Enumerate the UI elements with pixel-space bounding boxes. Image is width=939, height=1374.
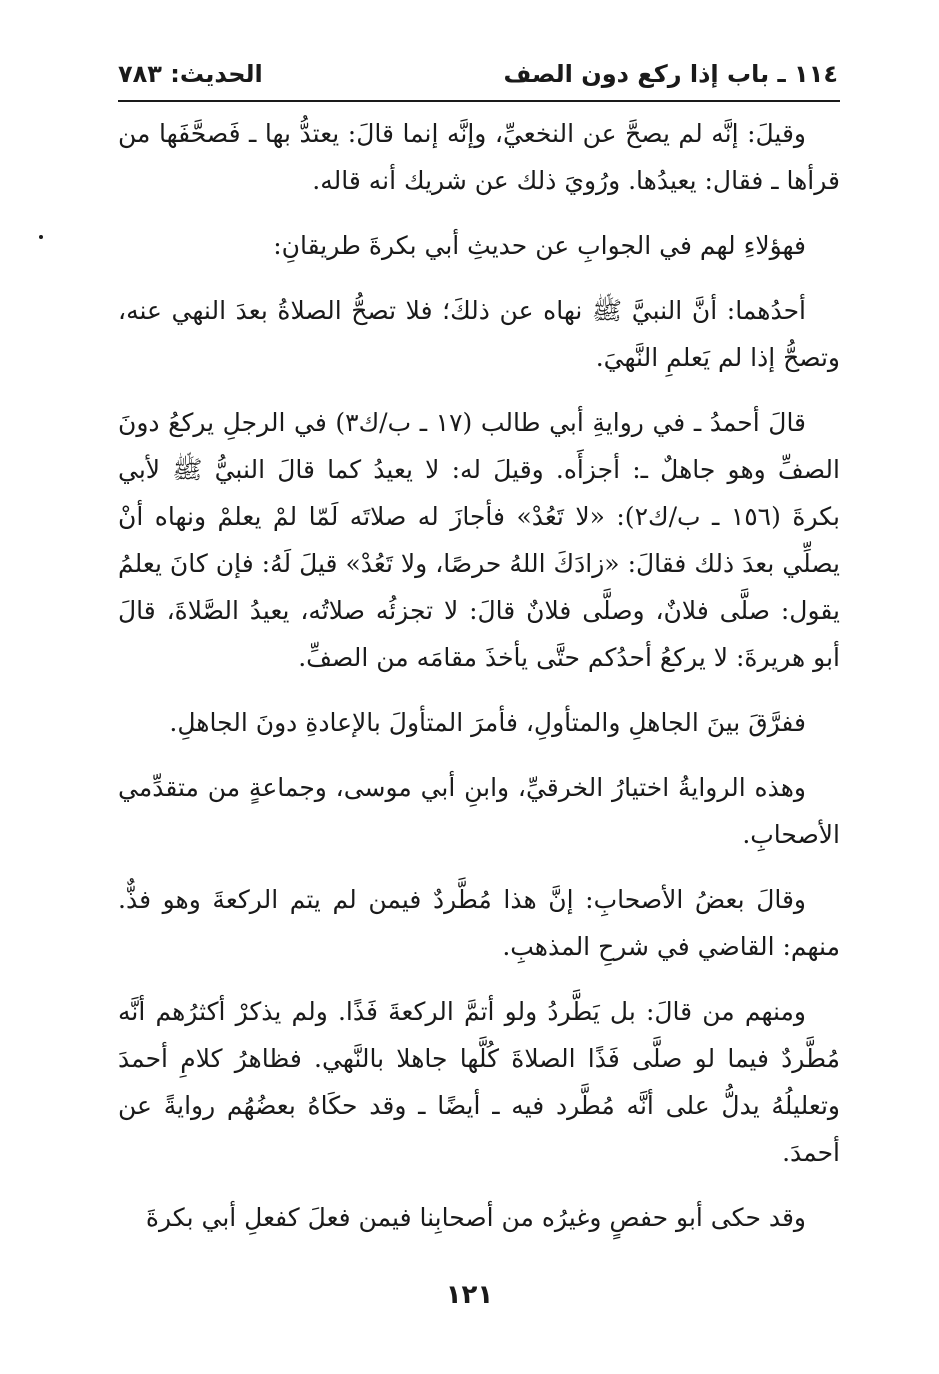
hadith-number: الحديث: ٧٨٣ (118, 60, 263, 88)
paragraph-7: وقالَ بعضُ الأصحابِ: إنَّ هذا مُطَّردٌ فيمن لم يتم الركعةَ وهو فذٌّ. منهم: القاضي في شرحِ المذهبِ. (118, 885, 840, 961)
main-text (118, 110, 840, 1259)
running-header (118, 58, 838, 98)
paragraph-5: ففرَّقَ بينَ الجاهلِ والمتأولِ، فأمرَ المتأولَ بالإعادةِ دونَ الجاهلِ. (169, 708, 806, 737)
chapter-title: ١١٤ ـ باب إذا ركع دون الصف (503, 60, 838, 88)
page-number: ١٢١ (445, 1280, 494, 1310)
header-rule (118, 100, 840, 102)
paragraph-9: وقد حكى أبو حفصٍ وغيرُه من أصحابِنا فيمن فعلَ كفعلِ أبي بكرةَ (145, 1203, 806, 1232)
paragraph-2: فهؤلاءِ لهم في الجوابِ عن حديثِ أبي بكرةَ طريقانِ: (273, 231, 806, 260)
margin-speck (39, 235, 43, 239)
paragraph-3: أحدُهما: أنَّ النبيَّ ﷺ نهاه عن ذلكَ؛ فلا تصحُّ الصلاةُ بعدَ النهي عنه، وتصحُّ إذا لم يَعلمِ النَّهيَ. (118, 296, 840, 372)
paragraph-4: قالَ أحمدُ ـ في روايةِ أبي طالب (١٧ ـ ب/ك٣) في الرجلِ يركعُ دونَ الصفِّ وهو جاهلٌ ـ: أجزأَه. وقيلَ له: لا يعيدُ كما قالَ النبيُّ ﷺ لأبي بكرةَ (١٥٦ ـ ب/ك٢): «لا تَعُدْ» فأجازَ له صلاتَه لَمّا لمْ يعلمْ ونهاه أنْ يصلِّي بعدَ ذلك فقالَ: «زادَكَ اللهُ حرصًا، ولا تَعُدْ» قيلَ لَهُ: فإن كانَ يعلمُ يقول: صلَّى فلانٌ، وصلَّى فلانٌ قالَ: لا تجزئُه صلاتُه، يعيدُ الصَّلاةَ، قالَ أبو هريرةَ: لا يركعُ أحدُكم حتَّى يأخذَ مقامَه من الصفِّ. (118, 408, 841, 672)
paragraph-6: وهذه الروايةُ اختيارُ الخرقيِّ، وابنِ أبي موسى، وجماعةٍ من متقدِّمي الأصحابِ. (118, 773, 840, 849)
paragraph-8: ومنهم من قالَ: بل يَطَّردُ ولو أتمَّ الركعةَ فَذًا. ولم يذكرْ أكثرُهم أنَّه مُطَّردٌ فيما لو صلَّى فَذًا الصلاةَ كُلَّها جاهلا بالنَّهي. فظاهرُ كلامِ أحمدَ وتعليلُهُ يدلُّ على أنَّه مُطَّرد فيه ـ أيضًا ـ وقد حكَاهُ بعضُهُم روايةً عن أحمدَ. (118, 997, 840, 1167)
paragraph-1: وقيلَ: إنَّه لم يصحَّ عن النخعيِّ، وإنَّه إنما قالَ: يعتدُّ بها ـ فَصحَّفَها من قرأها ـ فقال: يعيدُها. ورُويَ ذلك عن شريك أنه قاله. (118, 119, 840, 195)
